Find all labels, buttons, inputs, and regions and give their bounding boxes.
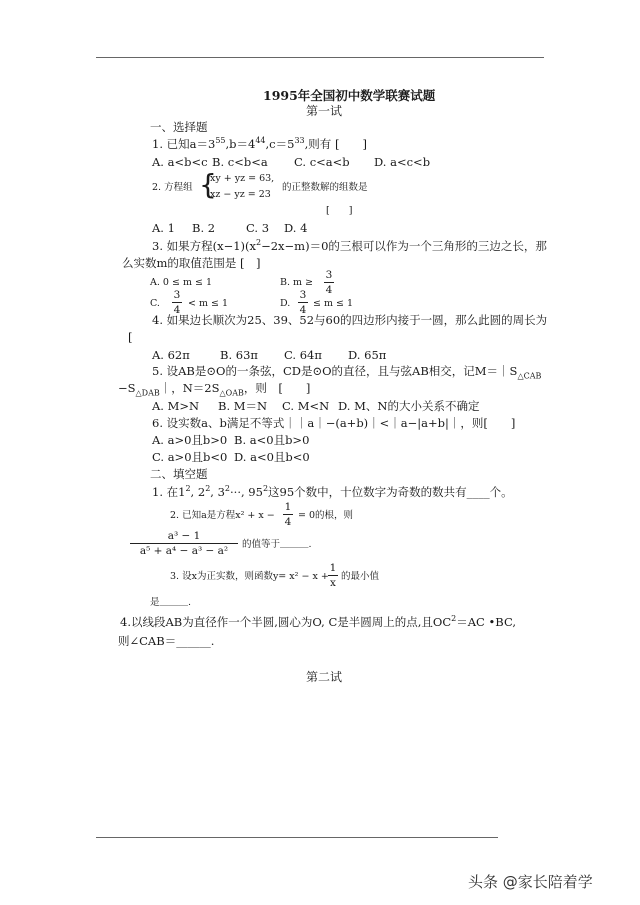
f1-exp: 2 [262,484,269,494]
q2-eq1: xy + yz = 63, [210,173,275,184]
q1-option-b: B. c<b<a [212,155,268,169]
q3-exp: 2 [256,238,262,248]
q5-sub: △OAB [219,388,244,398]
q1-option-a: A. a<b<c [152,155,208,169]
q3-fraction-c [172,289,182,316]
frac-den: 4 [299,304,307,316]
frac-bar [283,514,293,515]
q3-option-d: D. [280,298,291,309]
f1-stem [152,485,513,499]
part-one-heading: 第一试 [306,104,343,118]
q2-option-c: C. 3 [246,221,270,235]
q5-option-c: C. M<N [282,399,330,413]
frac-bar [130,543,238,544]
frac-num: a³ − 1 [167,530,201,542]
f4-exp: 2 [451,614,457,624]
q2-option-a: A. 1 [152,221,175,235]
f1-text: ···, 95 [230,485,263,499]
f4-text: ＝AC •BC, [456,615,516,629]
q3-option-b: B. m ≥ [280,277,314,288]
frac-bar [324,282,334,283]
q3-fraction-b [324,269,334,296]
frac-den: 4 [284,516,292,528]
frac-num: 1 [284,501,292,513]
q1-exp2: 44 [255,136,266,146]
frac-den: a⁵ + a⁴ − a³ − a² [139,545,229,557]
q5-option-d: D. M、N的大小关系不确定 [338,399,480,413]
q5-text: ，则 [ ] [243,381,311,395]
q5-text: ｜，N＝2S [159,381,220,395]
f1-text: 1. 在1 [152,485,186,499]
q6-option-d: D. a<0且b<0 [234,450,310,464]
f1-exp: 2 [185,484,191,494]
frac-num: 3 [325,269,333,281]
q5-sub: △CAB [517,371,542,381]
q1-stem [152,137,367,151]
q2-eq2: xz − yz = 23 [210,189,271,200]
q1-text: 1. 已知a＝3 [152,137,216,151]
f3-fraction [328,562,338,589]
q5-stem-1 [152,364,542,381]
q1-text: ,则有 [ ] [304,137,367,151]
q4-option-a: A. 62π [152,348,190,362]
q1-text: ,b＝4 [225,137,256,151]
q3-fraction-d [298,289,308,316]
q2-stem: 2. 方程组 [152,182,193,193]
section-fill: 二、填空题 [150,467,208,481]
q5-option-b: B. M＝N [218,399,268,413]
frac-bar [298,302,308,303]
q4-stem-2: [ [128,330,133,344]
f1-text: 这95个数中，十位数字为奇数的数共有____个。 [268,485,513,499]
section-choice: 一、选择题 [150,120,208,134]
q4-option-d: D. 65π [348,348,387,362]
f1-exp: 2 [224,484,231,494]
part-two-heading: 第二试 [306,670,343,684]
q1-option-c: C. c<a<b [294,155,350,169]
f2-stem-tail: = 0的根，则 [298,510,354,521]
q5-text: 5. 设AB是⊙O的一条弦，CD是⊙O的直径，且与弦AB相交，记M＝｜S [152,364,518,378]
f1-text: , 2 [190,485,206,499]
q6-option-a: A. a>0且b>0 [152,433,228,447]
q6-option-b: B. a<0且b>0 [234,433,310,447]
f4-text: 4.以线段AB为直径作一个半圆,圆心为O, C是半圆周上的点,且OC [120,615,452,629]
q3-option-c-tail: < m ≤ 1 [188,298,229,309]
frac-den: 4 [325,284,333,296]
f4-stem-1 [120,615,516,629]
f2-answer: 的值等于＿＿＿. [242,539,312,550]
f3-answer: 是＿＿＿. [150,597,192,608]
f1-exp: 2 [205,484,211,494]
q4-option-c: C. 64π [284,348,322,362]
q1-option-d: D. a<c<b [374,155,431,169]
q3-option-d-tail: ≤ m ≤ 1 [313,298,354,309]
watermark: 头条 @家长陪着学 [468,873,593,891]
f2-expression [130,530,238,557]
q5-stem-2 [118,381,311,398]
frac-bar [172,302,182,303]
bottom-rule [96,837,498,838]
q3-option-c: C. [150,298,160,309]
q5-sub: △DAB [135,388,160,398]
q3-stem-1 [152,239,547,253]
q2-stem-tail: 的正整数解的组数是 [282,182,368,193]
frac-den: 4 [173,304,181,316]
q3-text: −2x−m)＝0的三根可以作为一个三角形的三边之长，那 [261,239,547,253]
q3-option-a: A. 0 ≤ m ≤ 1 [150,277,212,288]
f2-stem: 2. 已知a是方程x² + x − [170,510,275,521]
q5-option-a: A. M>N [152,399,200,413]
frac-den: x [330,577,336,589]
q4-stem-1: 4. 如果边长顺次为25、39、52与60的四边形内接于一圆，那么此圆的周长为 [152,313,548,327]
q3-text: 3. 如果方程(x−1)(x [152,239,257,253]
q1-exp1: 55 [215,136,226,146]
f3-stem-tail: 的最小值 [341,571,380,582]
frac-num: 1 [329,562,337,574]
frac-bar [328,575,338,576]
q1-exp3: 33 [294,136,305,146]
top-rule [96,57,544,58]
q2-brace-icon: { [199,168,217,201]
q6-option-c: C. a>0且b<0 [152,450,228,464]
f2-fraction [283,501,293,528]
q2-bracket: [ ] [326,205,353,216]
q3-stem-2: 么实数m的取值范围是 [ ] [122,256,261,270]
f1-text: , 3 [210,485,225,499]
f4-stem-2: 则∠CAB＝______. [118,634,215,648]
q6-stem: 6. 设实数a、b满足不等式｜｜a｜−(a+b)｜<｜a−|a+b|｜，则[ ] [152,416,516,430]
q5-text: −S [118,381,136,395]
q2-option-b: B. 2 [192,221,216,235]
frac-num: 3 [299,289,307,301]
f3-stem: 3. 设x为正实数，则函数y= x² − x + [170,571,329,582]
q1-text: ,c＝5 [265,137,295,151]
q4-option-b: B. 63π [220,348,258,362]
q2-option-d: D. 4 [284,221,308,235]
frac-num: 3 [173,289,181,301]
page-title: 1995年全国初中数学联赛试题 [263,88,436,103]
